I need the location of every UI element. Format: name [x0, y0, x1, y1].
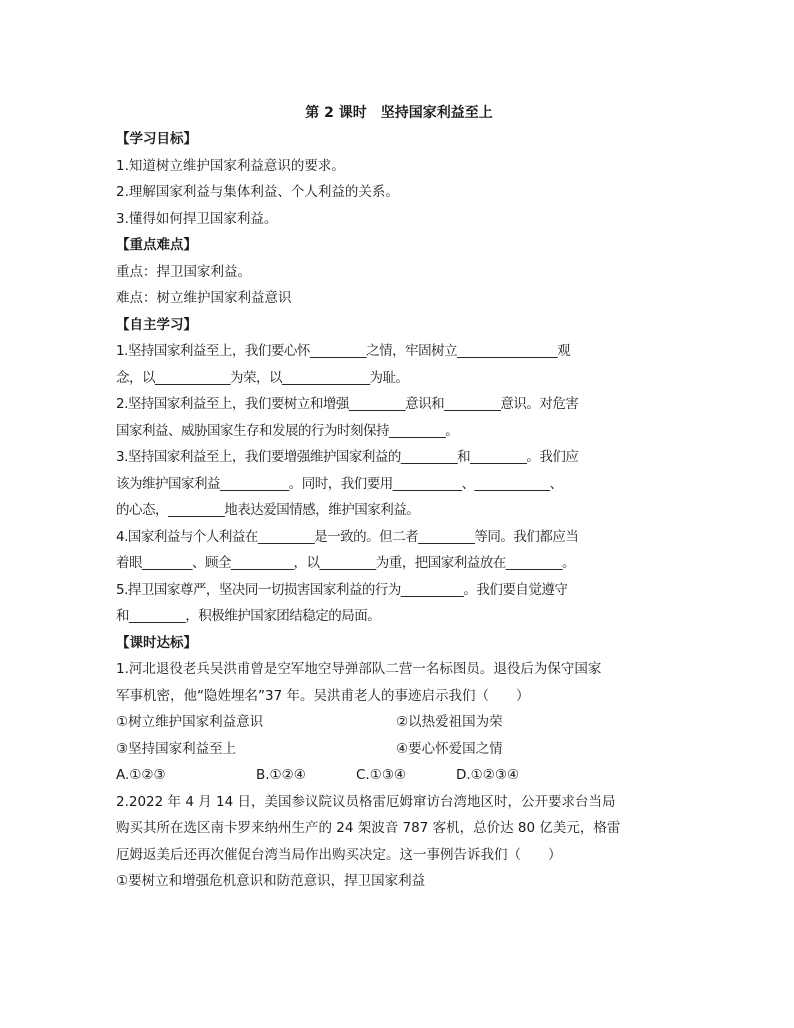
document-body [116, 100, 682, 895]
self-study-line: 2.坚持国家利益至上，我们要树立和增强_________意识和_________意识。对危害 [116, 396, 579, 412]
question-2-text: 购买其所在选区南卡罗来纳州生产的 24 架波音 787 客机，总价达 80 亿美元，格雷 [116, 820, 621, 836]
goal-item: 1.知道树立维护国家利益意识的要求。 [116, 157, 345, 174]
self-study-line: 5.捍卫国家尊严，坚决同一切损害国家利益的行为__________。我们要自觉遵守 [116, 581, 568, 598]
goal-item: 2.理解国家利益与集体利益、个人利益的关系。 [116, 184, 399, 200]
question-2-text: 2.2022 年 4 月 14 日，美国参议院议员格雷厄姆窜访台湾地区时，公开要求台当局 [116, 793, 616, 810]
self-study-line: 着眼________、顾全__________，以_________为重，把国家利益放在_________。 [116, 555, 575, 571]
section-heading-goals: 【学习目标】 [116, 131, 197, 147]
question-1-option: ②以热爱祖国为荣 [396, 714, 503, 730]
question-1-option: ③坚持国家利益至上 [116, 740, 237, 757]
self-study-line: 该为维护国家利益___________。同时，我们要用___________、____________、 [116, 475, 563, 492]
self-study-line: 和_________，积极维护国家团结稳定的局面。 [116, 608, 381, 624]
self-study-line: 的心态，_________地表达爱国情感，维护国家利益。 [116, 502, 420, 518]
question-1-option: ④要心怀爱国之情 [396, 740, 503, 757]
question-2-option: ①要树立和增强危机意识和防范意识，捍卫国家利益 [116, 873, 426, 889]
question-1-text: 1.河北退役老兵吴洪甫曾是空军地空导弹部队二营一名标图员。退役后为保守国家 [116, 661, 602, 677]
self-study-line: 3.坚持国家利益至上，我们要增强维护国家利益的_________和_________。我们应 [116, 449, 579, 465]
self-study-line: 念，以____________为荣，以______________为耻。 [116, 369, 409, 386]
section-heading-self-study: 【自主学习】 [116, 316, 197, 333]
choice-c: C.①③④ [356, 767, 407, 783]
key-point: 重点：捍卫国家利益。 [116, 263, 251, 280]
choice-a: A.①②③ [116, 767, 166, 783]
question-1-options-row [116, 709, 682, 736]
section-heading-key: 【重点难点】 [116, 237, 197, 253]
self-study-line: 国家利益、威胁国家生存和发展的行为时刻保持_________。 [116, 422, 459, 439]
choice-d: D.①②③④ [456, 767, 520, 783]
question-1-choices [116, 762, 682, 789]
question-1-option: ①树立维护国家利益意识 [116, 714, 264, 730]
difficult-point: 难点：树立维护国家利益意识 [116, 290, 292, 306]
question-1-text: 军事机密，他“隐姓埋名”37 年。吴洪甫老人的事迹启示我们（ ） [116, 687, 530, 704]
question-2-text: 厄姆返美后还再次催促台湾当局作出购买决定。这一事例告诉我们（ ） [116, 846, 562, 863]
section-heading-practice: 【课时达标】 [116, 634, 197, 651]
goal-item: 3.懂得如何捍卫国家利益。 [116, 210, 278, 227]
self-study-line: 1.坚持国家利益至上，我们要心怀_________之情，牢固树立________________观 [116, 343, 571, 359]
choice-b: B.①②④ [256, 767, 306, 783]
question-1-options-row [116, 736, 682, 763]
self-study-line: 4.国家利益与个人利益在_________是一致的。但二者_________等同。我们都应当 [116, 528, 579, 545]
page-title: 第 2 课时 坚持国家利益至上 [305, 105, 493, 121]
